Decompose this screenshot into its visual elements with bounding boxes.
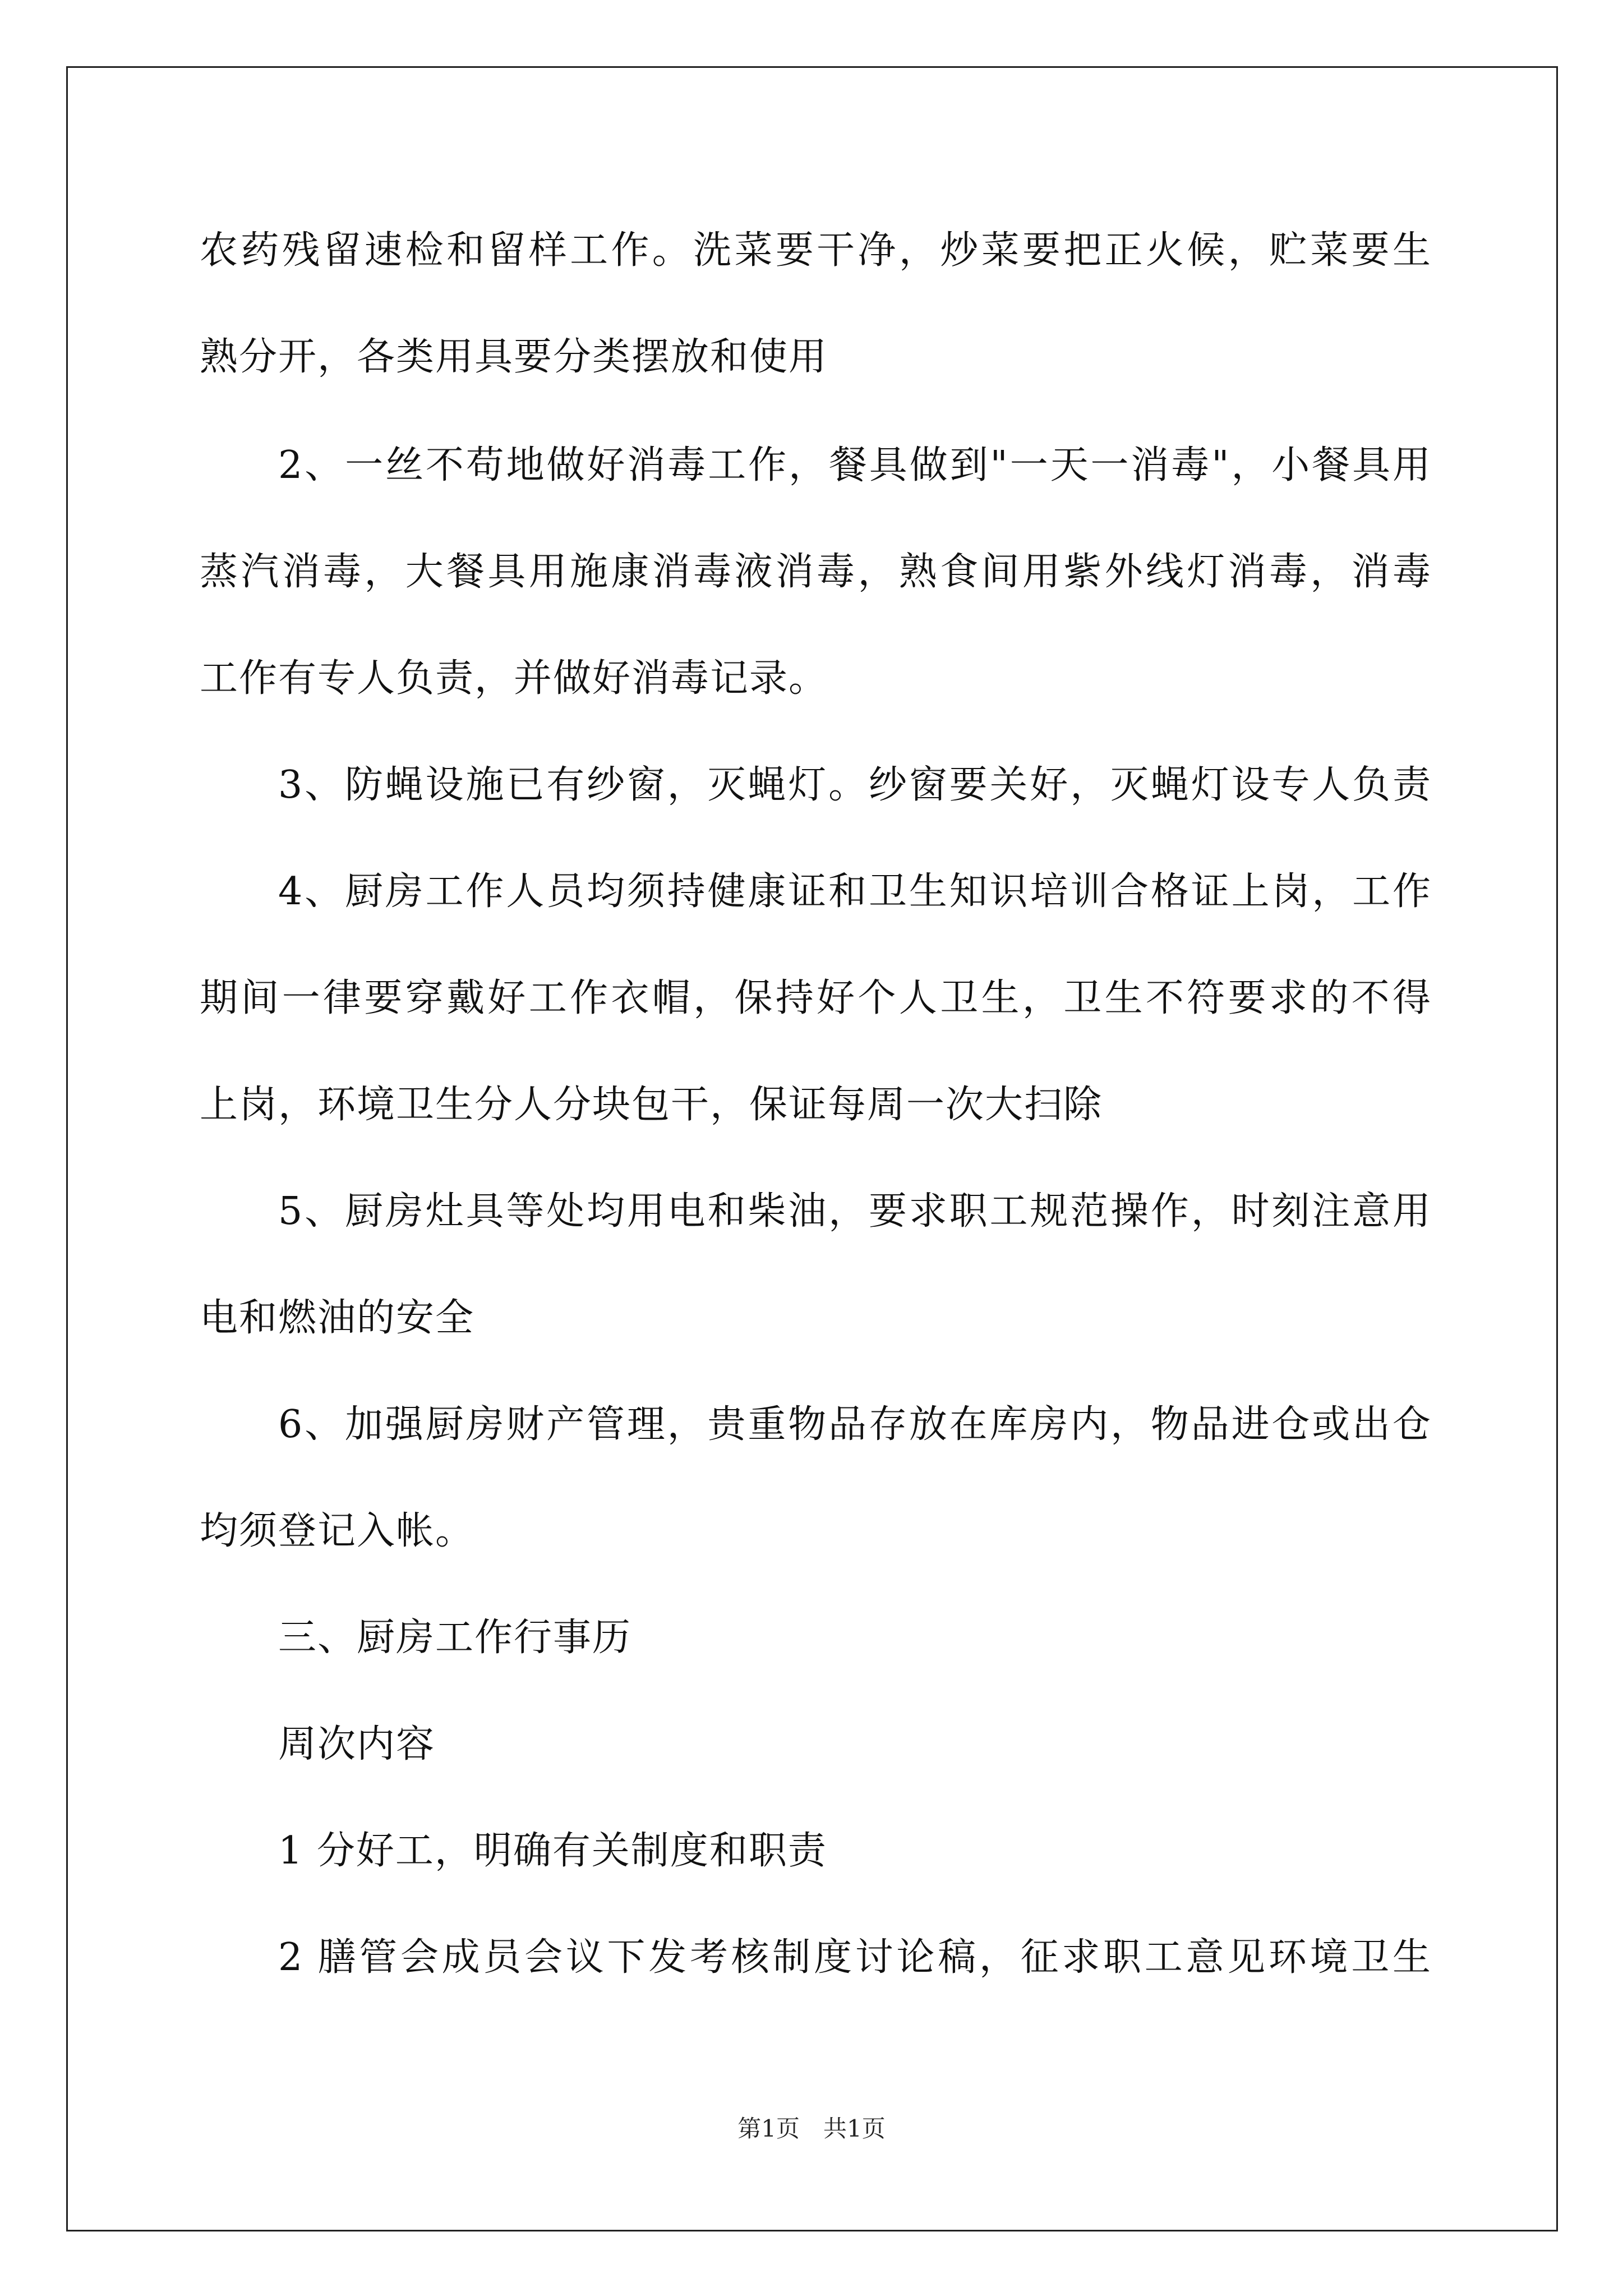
text-line: 2、一丝不苟地做好消毒工作，餐具做到"一天一消毒"，小餐具用 — [278, 443, 1431, 487]
text-line: 三、厨房工作行事历 — [278, 1616, 632, 1660]
page-footer: 第1页 共1页 — [737, 2115, 886, 2142]
text-line: 5、厨房灶具等处均用电和柴油，要求职工规范操作，时刻注意用 — [278, 1189, 1431, 1234]
text-line: 电和燃油的安全 — [200, 1296, 475, 1340]
text-line: 2 膳管会成员会议下发考核制度讨论稿，征求职工意见环境卫生 — [278, 1935, 1431, 1980]
text-line: 上岗，环境卫生分人分块包干，保证每周一次大扫除 — [200, 1083, 1103, 1127]
text-line: 1 分好工，明确有关制度和职责 — [278, 1829, 827, 1873]
text-line: 熟分开，各类用具要分类摆放和使用 — [200, 335, 828, 379]
text-line: 工作有专人负责，并做好消毒记录。 — [200, 656, 828, 701]
text-line: 4、厨房工作人员均须持健康证和卫生知识培训合格证上岗，工作 — [278, 869, 1431, 914]
page-border — [66, 66, 1558, 2231]
text-line: 均须登记入帐。 — [200, 1509, 475, 1553]
text-line: 期间一律要穿戴好工作衣帽，保持好个人卫生，卫生不符要求的不得 — [200, 976, 1431, 1020]
text-line: 周次内容 — [278, 1722, 436, 1766]
text-line: 农药残留速检和留样工作。洗菜要干净，炒菜要把正火候，贮菜要生 — [200, 228, 1431, 273]
text-line: 蒸汽消毒，大餐具用施康消毒液消毒，熟食间用紫外线灯消毒，消毒 — [200, 550, 1431, 594]
text-line: 6、加强厨房财产管理，贵重物品存放在库房内，物品进仓或出仓 — [278, 1402, 1431, 1447]
text-line: 3、防蝇设施已有纱窗，灭蝇灯。纱窗要关好，灭蝇灯设专人负责 — [278, 763, 1431, 807]
